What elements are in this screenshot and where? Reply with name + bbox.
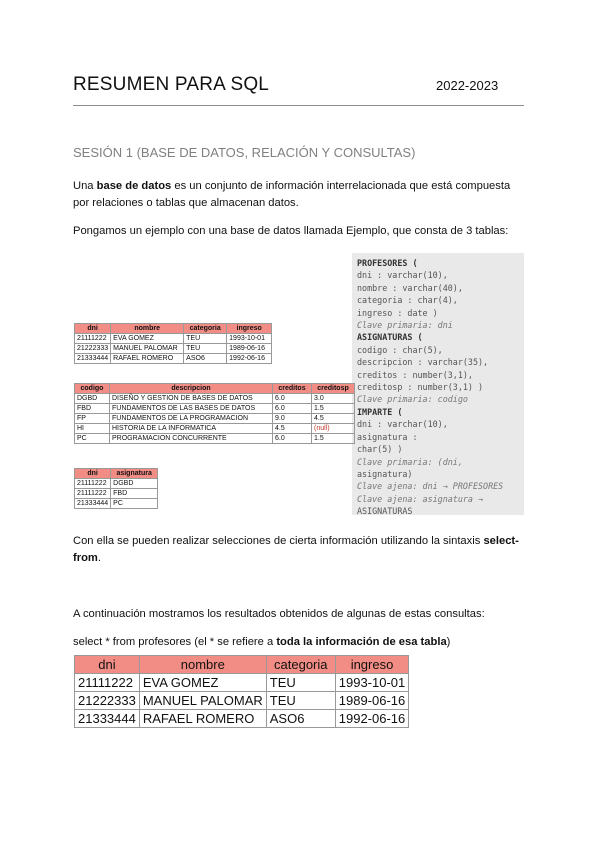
schema-line: PROFESORES ( [357, 258, 418, 268]
column-header: asignatura [111, 469, 158, 479]
schema-line: dni : varchar(10), [357, 270, 448, 281]
table-row [75, 434, 355, 444]
table-cell: HI [75, 424, 110, 434]
table-cell: (null) [312, 424, 355, 434]
table-cell: 3.0 [312, 394, 355, 404]
schema-line: Clave primaria: dni [357, 320, 453, 331]
table-cell: 6.0 [273, 434, 312, 444]
select-bold-term: select-from [73, 535, 519, 564]
result-header-row [75, 656, 409, 674]
table-header-row [75, 324, 272, 334]
table-row [75, 354, 272, 364]
table-row [75, 394, 355, 404]
schema-line: descripcion : varchar(35), [357, 357, 489, 368]
table-cell: 21222333 [75, 344, 111, 354]
table-cell: 6.0 [273, 404, 312, 414]
table-cell: 6.0 [273, 394, 312, 404]
schema-code-block [352, 253, 524, 515]
table-row [75, 344, 272, 354]
intro-text-a: Una [73, 180, 97, 192]
table-cell: PC [111, 499, 158, 509]
result-cell: 1992-06-16 [335, 710, 409, 728]
table-cell: MANUEL PALOMAR [111, 344, 184, 354]
result-row [75, 710, 409, 728]
results-paragraph: A continuación mostramos los resultados obtenidos de algunas de estas consultas: [73, 608, 485, 620]
table-row [75, 414, 355, 424]
schema-line: ASIGNATURAS [357, 506, 413, 517]
schema-line: codigo : char(5), [357, 344, 443, 355]
schema-line: Clave ajena: asignatura → [357, 493, 484, 504]
table-cell: 4.5 [312, 414, 355, 424]
table-row [75, 424, 355, 434]
select-text-a: Con ella se pueden realizar selecciones de cierta información utilizando la sintaxis [73, 535, 484, 547]
section-heading: SESIÓN 1 (BASE DE DATOS, RELACIÓN Y CONSULTAS) [73, 145, 416, 160]
table-cell: 21111222 [75, 489, 111, 499]
schema-line: creditos : number(3,1), [357, 369, 473, 380]
table-cell: ASO6 [184, 354, 227, 364]
table-cell: 1993-10-01 [227, 334, 272, 344]
query-bold-term: toda la información de esa tabla [276, 636, 447, 648]
result-cell: EVA GOMEZ [139, 674, 266, 692]
table-cell: FUNDAMENTOS DE LA PROGRAMACION [110, 414, 273, 424]
schema-line: IMPARTE ( [357, 406, 403, 417]
table-cell: EVA GOMEZ [111, 334, 184, 344]
select-text-b: . [97, 552, 101, 564]
profesores-small-table [74, 323, 272, 364]
query-paragraph [73, 634, 528, 651]
table-cell: FUNDAMENTOS DE LAS BASES DE DATOS [110, 404, 273, 414]
table-header-row [75, 469, 158, 479]
intro-paragraph [73, 178, 528, 212]
intro-text-b: es un conjunto de información interrelacionada que está compuesta por relaciones o tablas que almacenan datos. [73, 180, 511, 209]
table-cell: FBD [75, 404, 110, 414]
schema-line: asignatura) [357, 468, 413, 479]
result-cell: RAFAEL ROMERO [139, 710, 266, 728]
result-cell: TEU [266, 692, 335, 710]
query-result-table [74, 655, 409, 728]
table-cell: TEU [184, 344, 227, 354]
table-cell: PC [75, 434, 110, 444]
query-text-a: select * from profesores (el * se refiere a [73, 636, 277, 648]
table-cell: FP [75, 414, 110, 424]
schema-line: char(5) ) [357, 444, 403, 455]
table-cell: 4.5 [273, 424, 312, 434]
academic-year: 2022-2023 [436, 78, 499, 93]
result-column-header: ingreso [335, 656, 409, 674]
table-cell: 21333444 [75, 499, 111, 509]
result-cell: 1989-06-16 [335, 692, 409, 710]
column-header: ingreso [227, 324, 272, 334]
schema-line: Clave primaria: (dni, [357, 456, 463, 467]
result-column-header: nombre [139, 656, 266, 674]
result-cell: TEU [266, 674, 335, 692]
column-header: creditos [273, 384, 312, 394]
example-paragraph: Pongamos un ejemplo con una base de datos llamada Ejemplo, que consta de 3 tablas: [73, 225, 509, 237]
imparte-small-table [74, 468, 158, 509]
title-divider [73, 105, 524, 106]
schema-line: dni : varchar(10), [357, 419, 448, 430]
result-cell: 21222333 [75, 692, 140, 710]
table-cell: RAFAEL ROMERO [111, 354, 184, 364]
result-cell: MANUEL PALOMAR [139, 692, 266, 710]
query-text-b: ) [446, 636, 451, 648]
column-header: nombre [111, 324, 184, 334]
column-header: categoria [184, 324, 227, 334]
table-cell: 1989-06-16 [227, 344, 272, 354]
result-cell: ASO6 [266, 710, 335, 728]
schema-line: ASIGNATURAS ( [357, 332, 423, 343]
column-header: creditosp [312, 384, 355, 394]
column-header: dni [75, 469, 111, 479]
table-cell: DGBD [111, 479, 158, 489]
table-cell: 1.5 [312, 404, 355, 414]
schema-line: nombre : varchar(40), [357, 282, 463, 293]
schema-line: Clave ajena: dni → PROFESORES [357, 481, 504, 492]
column-header: codigo [75, 384, 110, 394]
table-row [75, 489, 158, 499]
table-cell: TEU [184, 334, 227, 344]
table-cell: HISTORIA DE LA INFORMATICA [110, 424, 273, 434]
schema-line: asignatura : [357, 431, 418, 442]
result-cell: 21333444 [75, 710, 140, 728]
table-cell: 1.5 [312, 434, 355, 444]
asignaturas-small-table [74, 383, 355, 444]
table-row [75, 479, 158, 489]
select-paragraph [73, 533, 528, 567]
column-header: descripcion [110, 384, 273, 394]
result-column-header: categoria [266, 656, 335, 674]
result-row [75, 674, 409, 692]
table-cell: DISEÑO Y GESTION DE BASES DE DATOS [110, 394, 273, 404]
table-cell: 21333444 [75, 354, 111, 364]
table-cell: FBD [111, 489, 158, 499]
result-cell: 1993-10-01 [335, 674, 409, 692]
table-row [75, 334, 272, 344]
table-row [75, 499, 158, 509]
schema-line: ingreso : date ) [357, 307, 438, 318]
table-cell: 9.0 [273, 414, 312, 424]
column-header: dni [75, 324, 111, 334]
table-cell: 21111222 [75, 479, 111, 489]
schema-line: categoria : char(4), [357, 295, 458, 306]
schema-line: creditosp : number(3,1) ) [357, 382, 484, 393]
table-cell: PROGRAMACION CONCURRENTE [110, 434, 273, 444]
result-cell: 21111222 [75, 674, 140, 692]
table-header-row [75, 384, 355, 394]
table-row [75, 404, 355, 414]
intro-bold-term: base de datos [96, 180, 172, 192]
table-cell: DGBD [75, 394, 110, 404]
table-cell: 1992-06-16 [227, 354, 272, 364]
result-row [75, 692, 409, 710]
schema-line: Clave primaria: codigo [357, 394, 468, 405]
result-column-header: dni [75, 656, 140, 674]
table-cell: 21111222 [75, 334, 111, 344]
page-title: RESUMEN PARA SQL [73, 74, 270, 95]
